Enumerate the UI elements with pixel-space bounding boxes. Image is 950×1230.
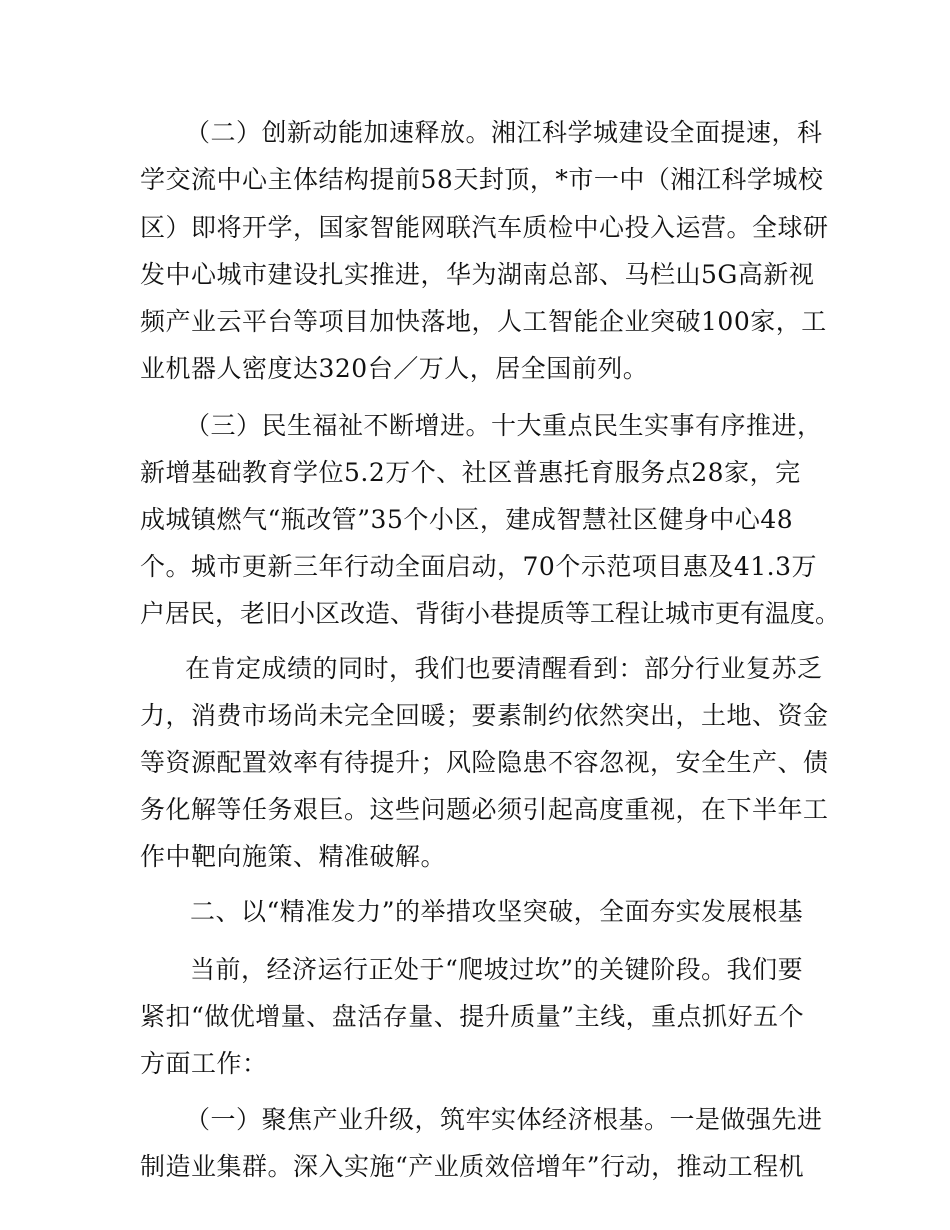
- text-line: 发中心城市建设扎实推进，华为湖南总部、马栏山5G高新视: [140, 260, 815, 289]
- text-line: 频产业云平台等项目加快落地，人工智能企业突破100家，工: [140, 307, 827, 336]
- section-heading: 二、以“精准发力”的举措攻坚突破，全面夯实发展根基: [190, 897, 804, 926]
- text-line: 紧扣“做优增量、盘活存量、提升质量”主线，重点抓好五个: [140, 1002, 805, 1031]
- text-line: 等资源配置效率有待提升；风险隐患不容忽视，安全生产、债: [140, 748, 829, 777]
- text-line: 学交流中心主体结构提前58天封顶，*市一中（湘江科学城校: [140, 165, 824, 194]
- text-line: 在肯定成绩的同时，我们也要清醒看到：部分行业复苏乏: [185, 654, 823, 683]
- text-line: 当前，经济运行正处于“爬坡过坎”的关键阶段。我们要: [190, 955, 804, 984]
- text-line: 业机器人密度达320台／万人，居全国前列。: [140, 354, 649, 383]
- text-line: 户居民，老旧小区改造、背街小巷提质等工程让城市更有温度。: [140, 599, 841, 628]
- text-line: （二）创新动能加速释放。湘江科学城建设全面提速，科: [185, 118, 823, 147]
- text-line: （一）聚焦产业升级，筑牢实体经济根基。一是做强先进: [185, 1105, 823, 1134]
- text-line: 制造业集群。深入实施“产业质效倍增年”行动，推动工程机: [140, 1152, 805, 1181]
- text-line: 方面工作：: [140, 1049, 268, 1078]
- text-line: 成城镇燃气“瓶改管”35个小区，建成智慧社区健身中心48: [140, 505, 794, 534]
- text-line: 新增基础教育学位5.2万个、社区普惠托育服务点28家，完: [140, 458, 801, 487]
- text-line: 务化解等任务艰巨。这些问题必须引起高度重视，在下半年工: [140, 795, 829, 824]
- text-line: 作中靶向施策、精准破解。: [140, 842, 447, 871]
- text-line: 力，消费市场尚未完全回暖；要素制约依然突出，土地、资金: [140, 701, 829, 730]
- text-line: （三）民生福祉不断增进。十大重点民生实事有序推进，: [185, 411, 823, 440]
- text-line: 个。城市更新三年行动全面启动，70个示范项目惠及41.3万: [140, 552, 817, 581]
- text-line: 区）即将开学，国家智能网联汽车质检中心投入运营。全球研: [140, 213, 829, 242]
